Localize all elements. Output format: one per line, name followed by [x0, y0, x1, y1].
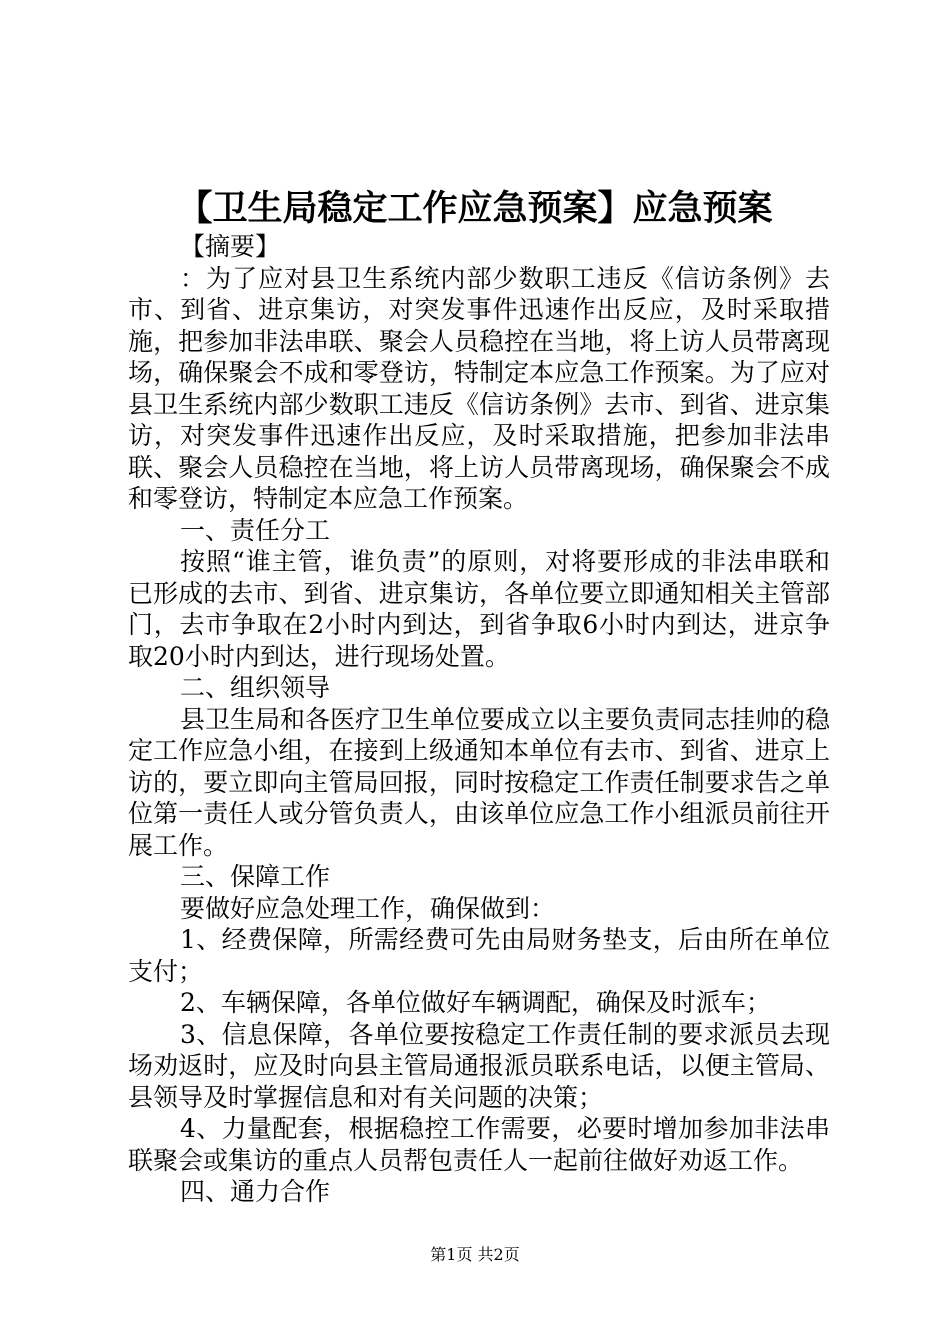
list-item-1: 1、经费保障，所需经费可先由局财务垫支，后由所在单位支付； [128, 925, 830, 986]
list-item-2: 2、车辆保障，各单位做好车辆调配，确保及时派车； [180, 988, 771, 1017]
document-body [128, 231, 830, 1208]
section-paragraph-2: 县卫生局和各医疗卫生单位要成立以主要负责同志挂帅的稳定工作应急小组，在接到上级通知本单位有去市、到省、进京上访的，要立即向主管局回报，同时按稳定工作责任制要求告之单位第一责任人或分管负责人，由该单位应急工作小组派员前往开展工作。 [128, 704, 831, 860]
section-heading-4: 四、通力合作 [180, 1177, 331, 1206]
abstract-paragraph: ：为了应对县卫生系统内部少数职工违反《信访条例》去市、到省、进京集访，对突发事件迅速作出反应，及时采取措施，把参加非法串联、聚会人员稳控在当地，将上访人员带离现场，确保聚会不成和零登访，特制定本应急工作预案。为了应对县卫生系统内部少数职工违反《信访条例》去市、到省、进京集访，对突发事件迅速作出反应，及时采取措施，把参加非法串联、聚会人员稳控在当地，将上访人员带离现场，确保聚会不成和零登访，特制定本应急工作预案。 [128, 263, 830, 513]
section-heading-1: 一、责任分工 [180, 515, 331, 545]
list-item-4: 4、力量配套，根据稳控工作需要，必要时增加参加非法串联聚会或集访的重点人员帮包责任人一起前往做好劝返工作。 [128, 1114, 830, 1175]
section-heading-2: 二、组织领导 [180, 673, 331, 702]
list-item-3: 3、信息保障，各单位要按稳定工作责任制的要求派员去现场劝返时，应及时向县主管局通报派员联系电话，以便主管局、县领导及时掌握信息和对有关问题的决策； [128, 1019, 830, 1112]
document-title: 【卫生局稳定工作应急预案】应急预案 [177, 189, 773, 229]
abstract-heading: 【摘要】 [180, 232, 281, 261]
page-footer: 第1页 共2页 [430, 1245, 520, 1264]
section-paragraph-1: 按照“谁主管，谁负责”的原则，对将要形成的非法串联和已形成的去市、到省、进京集访，各单位要立即通知相关主管部门，去市争取在2小时内到达，到省争取6小时内到达，进京争取20小时内到达，进行现场处置。 [128, 547, 830, 671]
section-paragraph-3-intro: 要做好应急处理工作，确保做到： [180, 893, 556, 923]
section-heading-3: 三、保障工作 [180, 862, 331, 891]
